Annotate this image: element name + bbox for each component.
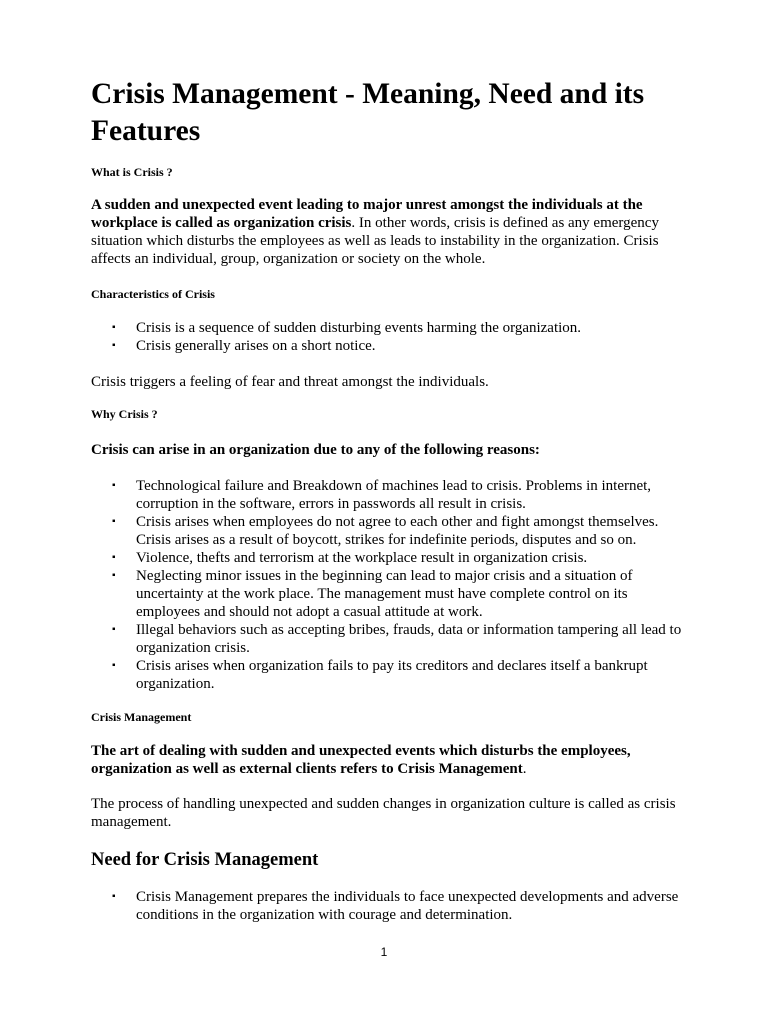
list-item: ▪ Crisis generally arises on a short notice. bbox=[112, 338, 376, 354]
bullet-icon: ▪ bbox=[112, 624, 116, 635]
need-heading: Need for Crisis Management bbox=[91, 850, 319, 870]
list-item: ▪ Crisis Management prepares the individuals to face unexpected developments and adverse conditions in the organization with courage and determination. bbox=[112, 889, 679, 923]
characteristics-list bbox=[91, 319, 691, 355]
list-item: ▪ Crisis is a sequence of sudden disturbing events harming the organization. bbox=[112, 320, 582, 336]
list-item: ▪ Neglecting minor issues in the beginning can lead to major crisis and a situation of uncertainty at the work place. The management must have complete control on its employees and should not adopt a casual attitude at work. bbox=[112, 568, 633, 620]
bullet-icon: ▪ bbox=[112, 552, 116, 563]
document-title: Crisis Management - Meaning, Need and its Features bbox=[91, 78, 645, 147]
reasons-intro-bold: Crisis can arise in an organization due to any of the following reasons: bbox=[91, 442, 540, 458]
bullet-icon: ▪ bbox=[112, 480, 116, 491]
need-list bbox=[91, 888, 691, 924]
process-paragraph: The process of handling unexpected and sudden changes in organization culture is called as crisis management. bbox=[91, 796, 676, 830]
page-number: 1 bbox=[380, 945, 388, 959]
crisis-management-heading: Crisis Management bbox=[91, 710, 192, 724]
crisis-definition-rest: . In other words, crisis is defined as any emergency situation which disturbs the employees as well as leads to instability in the organization. Crisis affects an individual, group, organization or society on the whole. bbox=[91, 215, 659, 267]
bullet-icon: ▪ bbox=[112, 322, 116, 333]
list-item: ▪ Crisis arises when organization fails to pay its creditors and declares itself a bankrupt organization. bbox=[112, 658, 648, 692]
crisis-definition-paragraph bbox=[91, 196, 691, 268]
list-item: ▪ Illegal behaviors such as accepting bribes, frauds, data or information tampering all lead to organization crisis. bbox=[112, 622, 682, 656]
bullet-icon: ▪ bbox=[112, 891, 116, 902]
crisis-definition-bold: A sudden and unexpected event leading to major unrest amongst the individuals at the workplace is called as organization crisis bbox=[91, 197, 643, 231]
what-is-crisis-heading: What is Crisis ? bbox=[91, 165, 173, 179]
reasons-list bbox=[91, 477, 691, 693]
list-item: ▪ Violence, thefts and terrorism at the workplace result in organization crisis. bbox=[112, 550, 588, 566]
why-crisis-heading: Why Crisis ? bbox=[91, 407, 158, 421]
characteristics-heading: Characteristics of Crisis bbox=[91, 287, 215, 301]
list-item: ▪ Crisis arises when employees do not agree to each other and fight amongst themselves. Crisis arises as a result of boycott, strikes for indefinite periods, disputes and so on. bbox=[112, 514, 659, 548]
fear-threat-paragraph: Crisis triggers a feeling of fear and threat amongst the individuals. bbox=[91, 374, 489, 390]
bullet-icon: ▪ bbox=[112, 660, 116, 671]
bullet-icon: ▪ bbox=[112, 570, 116, 581]
list-item: ▪ Technological failure and Breakdown of machines lead to crisis. Problems in internet, corruption in the software, errors in passwords all result in crisis. bbox=[112, 478, 652, 512]
bullet-icon: ▪ bbox=[112, 516, 116, 527]
bullet-icon: ▪ bbox=[112, 340, 116, 351]
crisis-management-definition: The art of dealing with sudden and unexpected events which disturbs the employees, organization as well as external clients refers to Crisis Management. bbox=[91, 743, 631, 777]
